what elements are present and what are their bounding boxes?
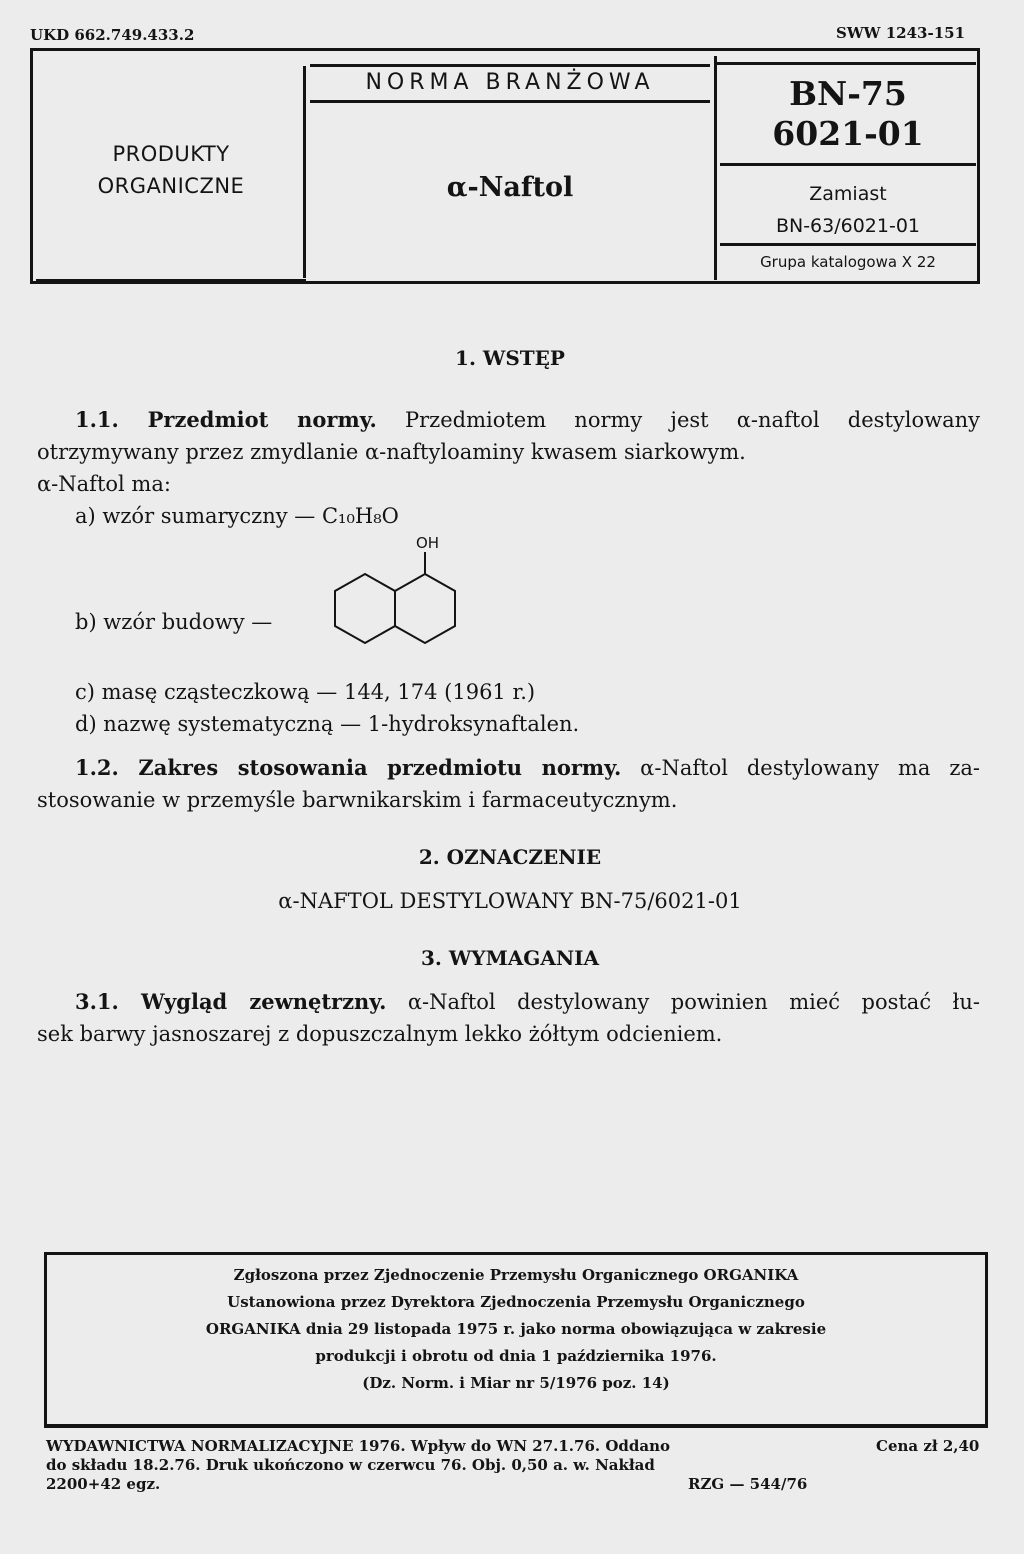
publisher-line-2: do składu 18.2.76. Druk ukończono w czerwcu 76. Obj. 0,50 a. w. Nakład (46, 1456, 655, 1474)
item-d-systematic-name: d) nazwę systematyczną — 1-hydroksynaftalen. (75, 712, 580, 736)
catalog-group: Grupa katalogowa X 22 (760, 253, 936, 271)
replaces-norm: Zamiast BN-63/6021-01 (775, 183, 921, 237)
document-title: α-Naftol (446, 172, 574, 203)
header-divider (714, 56, 717, 280)
paragraph-1-2-line-2: stosowanie w przemyśle barwnikarskim i farmaceutycznym. (37, 788, 678, 812)
paragraph-1-1-line-2: otrzymywany przez zmydlanie α-naftyloaminy kwasem siarkowym. (37, 440, 746, 464)
naphthol-structure (320, 528, 490, 678)
norm-type: NORMA BRANŻOWA (365, 70, 655, 95)
item-b-structure: b) wzór budowy — (75, 610, 273, 634)
oh-label: OH (416, 534, 440, 552)
section-heading-1: 1. WSTĘP (455, 346, 565, 370)
header-divider (720, 163, 976, 166)
naphthalene-rings (335, 552, 455, 643)
publisher-line-1: WYDAWNICTWA NORMALIZACYJNE 1976. Wpływ do WN 27.1.76. Oddano (46, 1437, 671, 1455)
publisher-rzg: RZG — 544/76 (688, 1475, 808, 1493)
header-divider (310, 100, 710, 103)
ring-right (395, 574, 455, 643)
header-divider (310, 64, 710, 67)
paragraph-1-2-line-1: 1.2. Zakres stosowania przedmiotu normy. α-Naftol destylowany ma za- (75, 755, 980, 780)
udc-code: UKD 662.749.433.2 (30, 26, 195, 44)
price: Cena zł 2,40 (876, 1437, 980, 1455)
section-heading-3: 3. WYMAGANIA (421, 946, 599, 970)
header-divider (714, 62, 976, 65)
paragraph-1-1-line-1: 1.1. Przedmiot normy. Przedmiotem normy jest α-naftol destylowany (75, 407, 980, 432)
norm-number: BN-75 6021-01 (772, 74, 924, 153)
header-divider (36, 279, 306, 282)
paragraph-3-1-line-2: sek barwy jasnoszarej z dopuszczalnym lekko żółtym odcieniem. (37, 1022, 723, 1046)
header-divider (720, 243, 976, 246)
publisher-print-run: 2200+42 egz. (46, 1475, 161, 1493)
item-a-formula: a) wzór sumaryczny — C₁₀H₈O (75, 504, 399, 528)
product-category: PRODUKTY ORGANICZNE (97, 142, 245, 198)
sww-code: SWW 1243-151 (836, 24, 966, 42)
item-c-molar-mass: c) masę cząsteczkową — 144, 174 (1961 r.) (75, 680, 536, 704)
norm-designation: α-NAFTOL DESTYLOWANY BN-75/6021-01 (278, 889, 742, 913)
ring-left (335, 574, 395, 643)
paragraph-1-1-line-3: α-Naftol ma: (37, 472, 171, 496)
section-heading-2: 2. OZNACZENIE (418, 845, 602, 869)
paragraph-3-1-line-1: 3.1. Wygląd zewnętrzny. α-Naftol destylowany powinien mieć postać łu- (75, 989, 980, 1014)
approval-text: Zgłoszona przez Zjednoczenie Przemysłu Organicznego ORGANIKA Ustanowiona przez Dyrektora Zjednoczenia Przemysłu Organicznego ORGANIKA dnia 29 listopada 1975 r. jako norma obowiązująca w zakresie produkcji i obrotu od dnia 1 października 1976. (Dz. Norm. i Miar nr 5/1976 poz. 14) (205, 1266, 827, 1392)
